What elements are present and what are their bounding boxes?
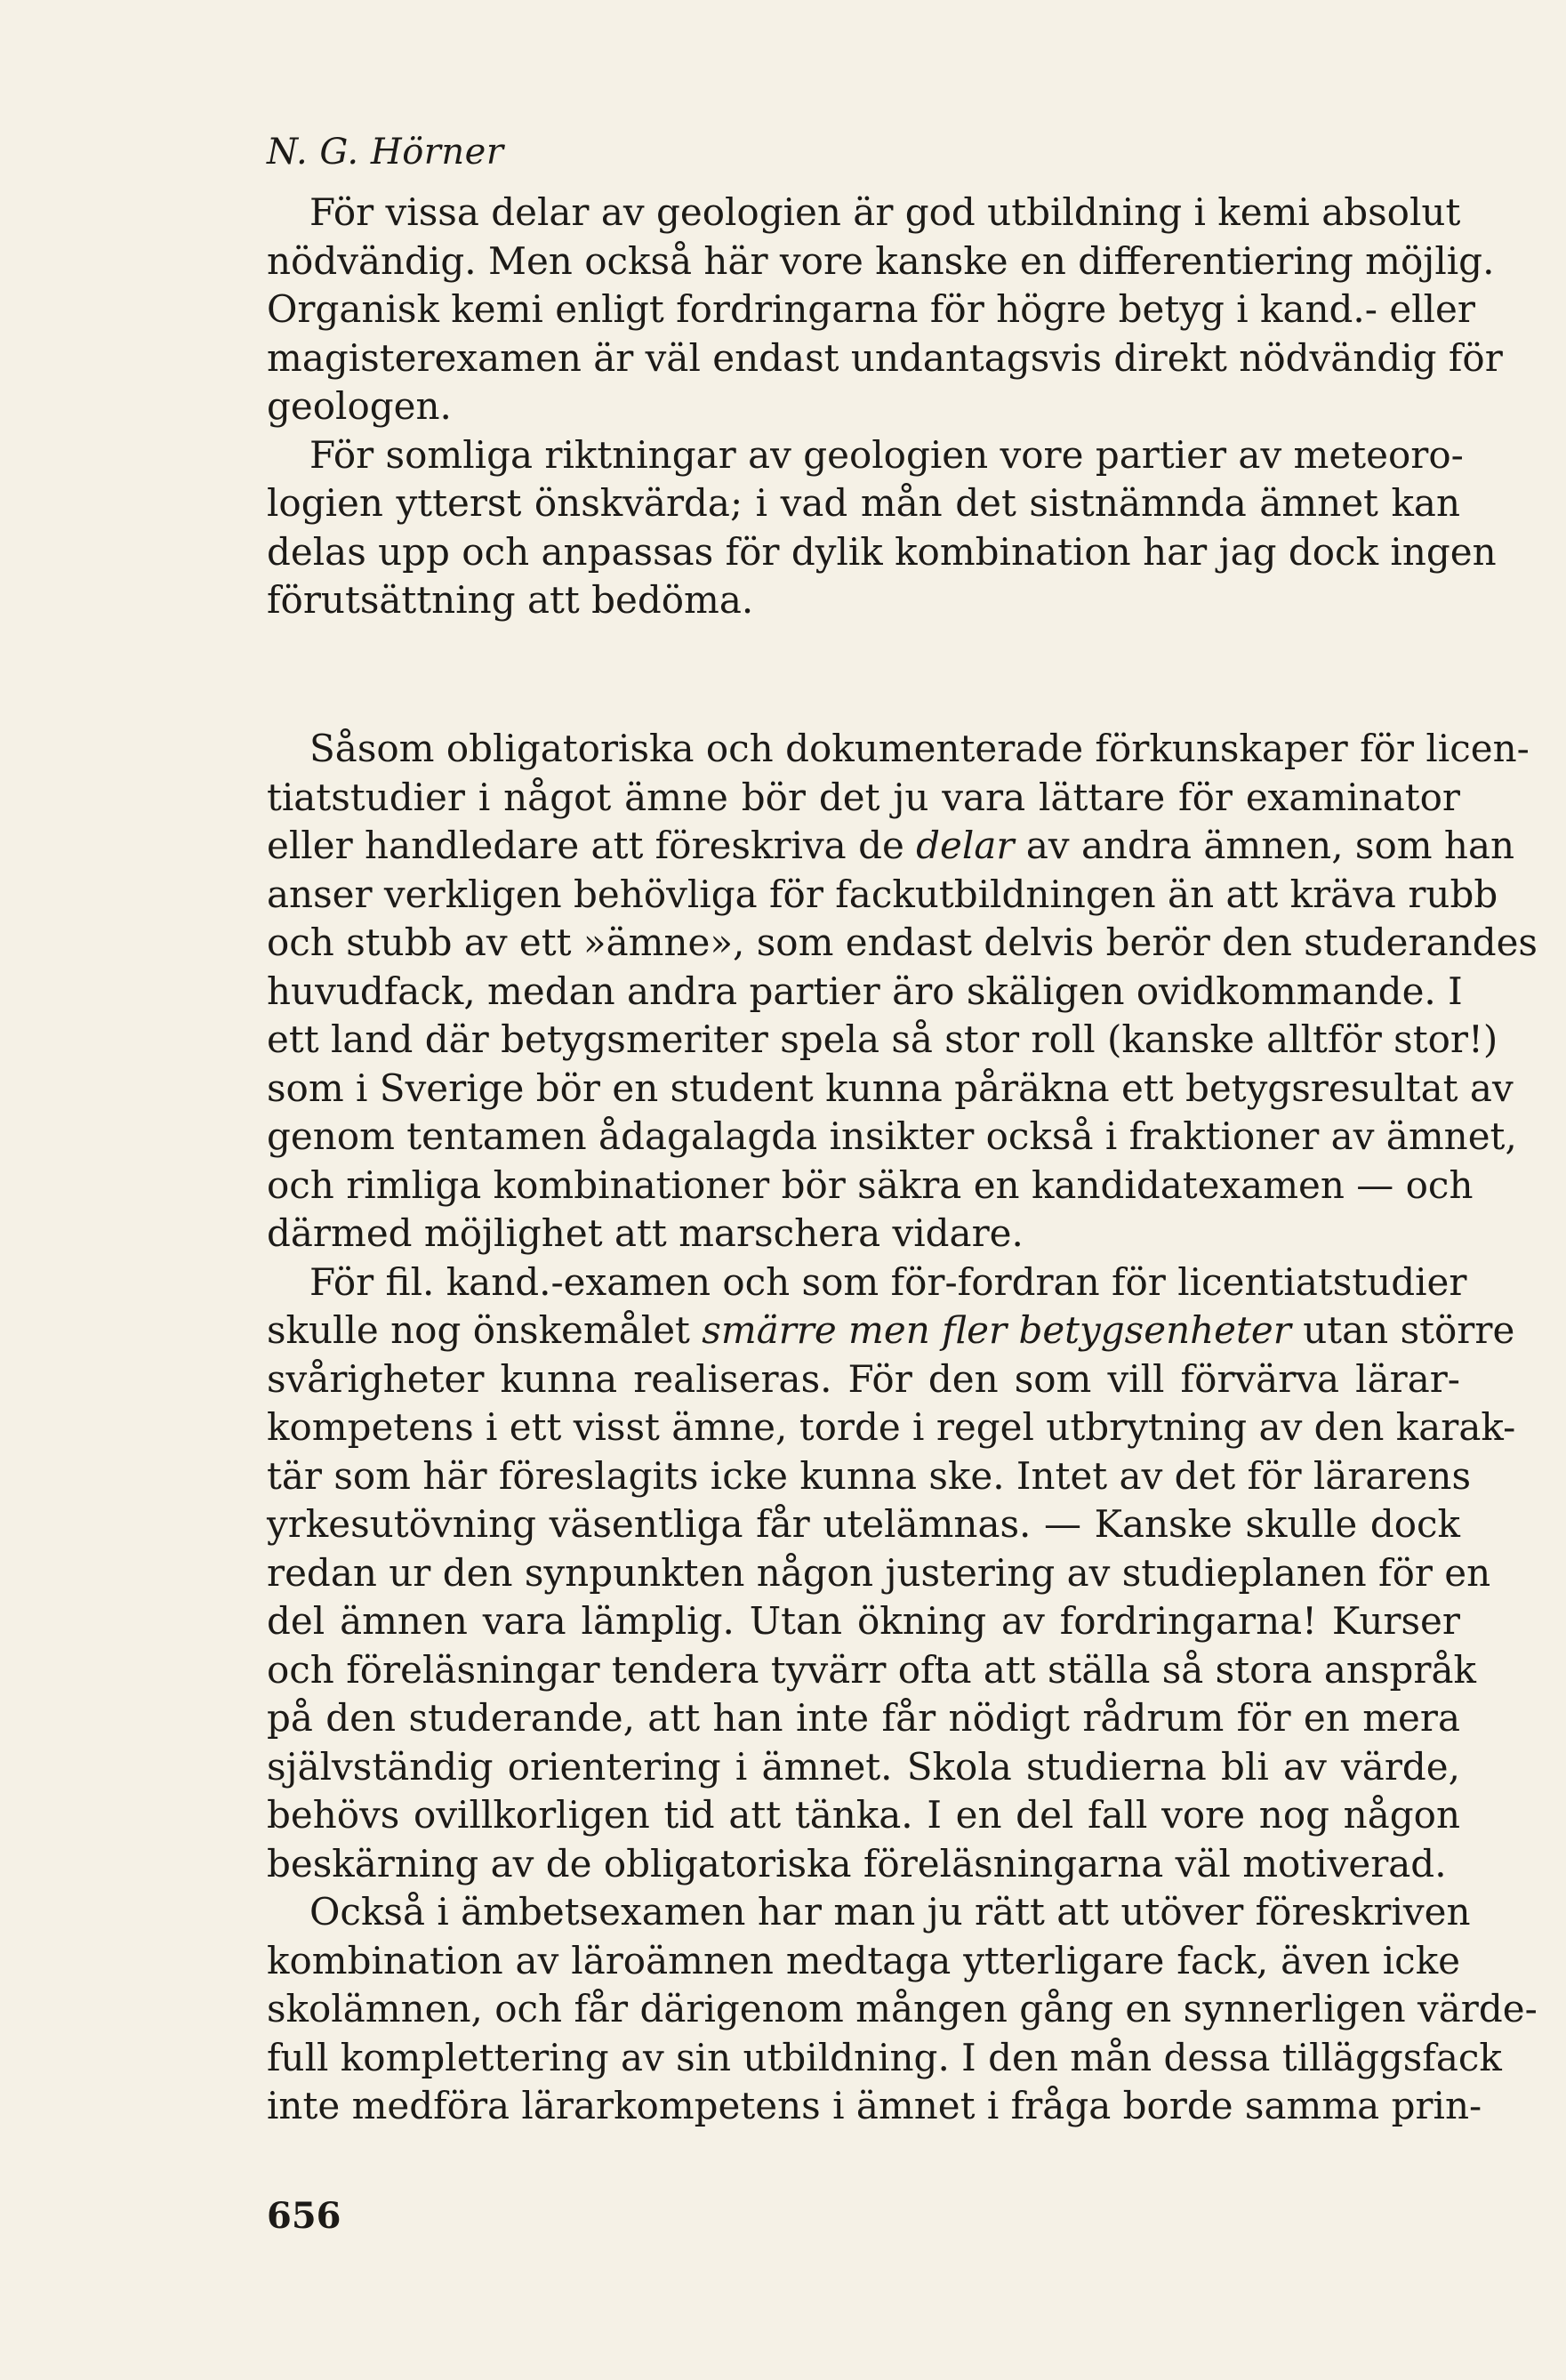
italic-phrase: smärre men fler betygsenheter [702,1308,1291,1352]
text-line-start: eller handledare att föreskriva de [267,824,917,867]
text-line: geologen. [267,384,452,428]
text-line: För vissa delar av geologien är god utbildning i kemi absolut [309,190,1461,234]
text-line: därmed möjlighet att marschera vidare. [267,1211,1024,1255]
page-number: 656 [267,2195,341,2237]
text-line: yrkesutövning väsentliga får utelämnas. — Kanske skulle dock [267,1502,1460,1546]
text-line: För somliga riktningar av geologien vore partier av meteoro- [309,432,1464,477]
text-line: del ämnen vara lämplig. Utan ökning av fordringarna! Kurser [267,1599,1460,1643]
text-line: behövs ovillkorligen tid att tänka. I en del fall vore nog någon [267,1793,1460,1837]
text-line: tiatstudier i något ämne bör det ju vara lättare för examinator [267,775,1460,819]
text-line [267,822,1515,871]
text-line: kompetens i ett visst ämne, torde i regel utbrytning av den karak- [267,1405,1516,1449]
text-line: huvudfack, medan andra partier äro skäligen ovidkommande. I [267,969,1463,1013]
text-line: på den studerande, att han inte får nödigt rådrum för en mera [267,1696,1460,1740]
italic-phrase: delar [916,824,1015,867]
text-line: anser verkligen behövliga för fackutbildningen än att kräva rubb [267,872,1498,916]
text-line [267,1307,1515,1355]
text-line: tär som här föreslagits icke kunna ske. Intet av det för lärarens [267,1453,1472,1498]
text-line: genom tentamen ådagalagda insikter också i fraktioner av ämnet, [267,1114,1517,1158]
text-line: Organisk kemi enligt fordringarna för högre betyg i kand.- eller [267,287,1475,331]
text-line: som i Sverige bör en student kunna påräkna ett betygsresultat av [267,1065,1514,1110]
text-line: För fil. kand.-examen och som för-fordran för licentiatstudier [309,1259,1467,1304]
text-line-end: av andra ämnen, som han [1014,824,1515,867]
section-2-text [267,725,1538,2131]
text-line: Såsom obligatoriska och dokumenterade förkunskaper för licen- [309,727,1530,770]
text-line: svårigheter kunna realiseras. För den som vill förvärva lärar- [267,1356,1460,1401]
running-head-author: N. G. Hörner [267,132,504,173]
text-line: och rimliga kombinationer bör säkra en kandidatexamen — och [267,1162,1474,1207]
text-line: full komplettering av sin utbildning. I den mån dessa tilläggsfack [267,2035,1502,2079]
text-line: självständig orientering i ämnet. Skola studierna bli av värde, [267,1744,1460,1789]
text-line: kombination av läroämnen medtaga ytterligare fack, även icke [267,1938,1460,1982]
section-1-text [267,189,1503,625]
text-line: redan ur den synpunkten någon justering av studieplanen för en [267,1550,1491,1595]
text-line: och föreläsningar tendera tyvärr ofta att ställa så stora anspråk [267,1647,1476,1692]
text-line: magisterexamen är väl endast undantagsvis direkt nödvändig för [267,335,1503,380]
text-line: Också i ämbetsexamen har man ju rätt att utöver föreskriven [309,1890,1471,1934]
text-line: skolämnen, och får därigenom mången gång en synnerligen värde- [267,1987,1538,2030]
text-line-end: utan större [1290,1308,1515,1352]
text-line: nödvändig. Men också här vore kanske en differentiering möjlig. [267,238,1495,283]
text-line: logien ytterst önskvärda; i vad mån det sistnämnda ämnet kan [267,481,1460,525]
text-line: förutsättning att bedöma. [267,578,754,622]
text-line: beskärning av de obligatoriska föreläsningarna väl motiverad. [267,1841,1447,1886]
text-line-start: skulle nog önskemålet [267,1308,703,1352]
text-line: och stubb av ett »ämne», som endast delvis berör den studerandes [267,921,1538,964]
text-line: inte medföra lärarkompetens i ämnet i fråga borde samma prin- [267,2084,1482,2127]
text-line: delas upp och anpassas för dylik kombination har jag dock ingen [267,529,1497,574]
text-line: ett land där betygsmeriter spela så stor roll (kanske alltför stor!) [267,1017,1498,1061]
